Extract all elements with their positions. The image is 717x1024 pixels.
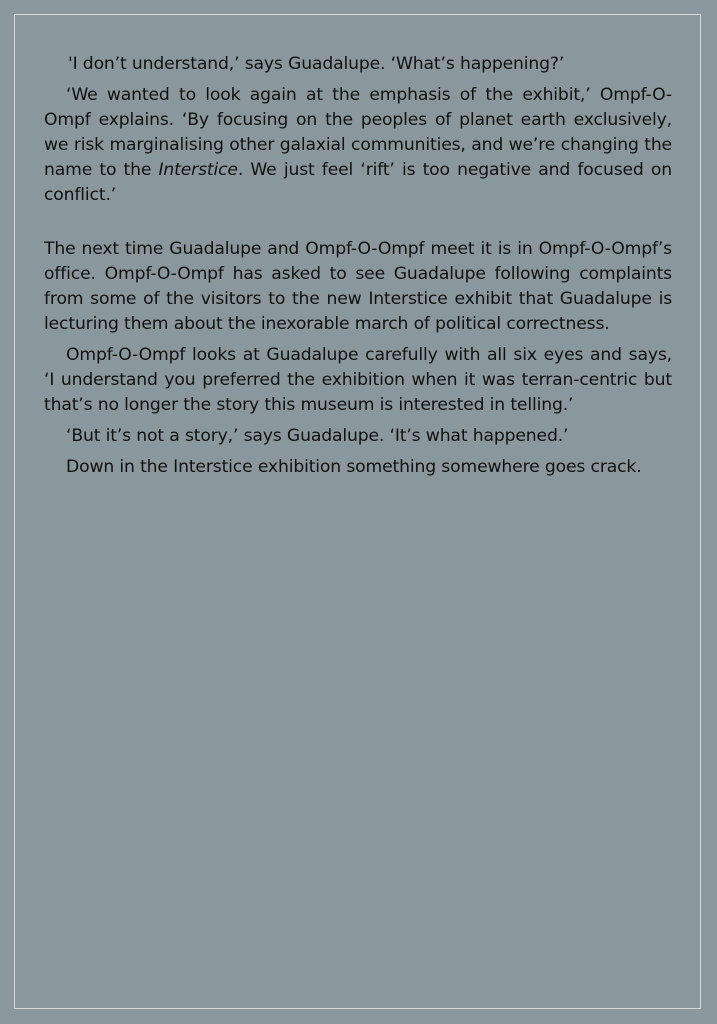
section-break [44, 214, 672, 237]
story-text [44, 52, 672, 486]
paragraph-2-text-end: . We just feel ‘rift’ is too negative and focused on conflict.’ [44, 160, 672, 205]
paragraph-6: Down in the Interstice exhibition something somewhere goes crack. [66, 457, 642, 477]
interstice-italic: Interstice [158, 160, 238, 180]
paragraph-2-text-start: ‘We wanted to look again at the emphasis of the exhibit,’ Ompf-O-Ompf explains. ‘By focusing on the peoples of planet earth exclusively, we risk marginalising other galaxial communities, and we’re changing the name to the [44, 85, 672, 180]
paragraph-1: 'I don’t understand,’ says Guadalupe. ‘What’s happening?’ [68, 54, 565, 74]
paragraph-5: ‘But it’s not a story,’ says Guadalupe. ‘It’s what happened.’ [66, 426, 569, 446]
paragraph-4: Ompf-O-Ompf looks at Guadalupe carefully with all six eyes and says, ‘I understand you preferred the exhibition when it was terran-centric but that’s no longer the story this museum is interested in telling.’ [44, 345, 672, 415]
paragraph-3: The next time Guadalupe and Ompf-O-Ompf meet it is in Ompf-O-Ompf’s office. Ompf-O-Ompf has asked to see Guadalupe following complaints from some of the visitors to the new Interstice exhibit that Guadalupe is lecturing them about the inexorable march of political correctness. [44, 239, 672, 334]
paragraph-2 [44, 83, 672, 208]
